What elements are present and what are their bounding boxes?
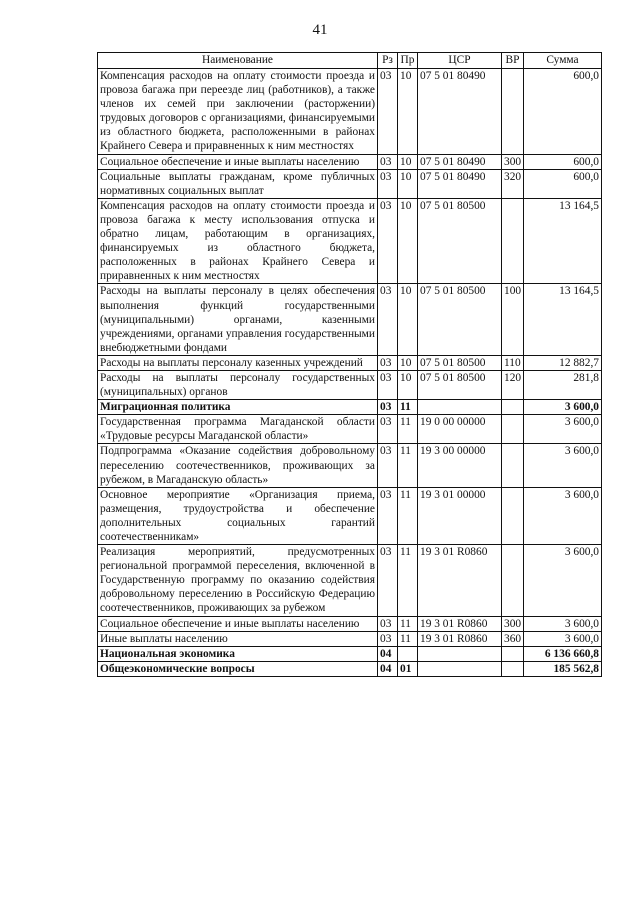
- cell-csr: 07 5 01 80500: [418, 370, 502, 399]
- cell-rz: 03: [378, 169, 398, 198]
- table-row: [98, 646, 602, 661]
- cell-name: Компенсация расходов на оплату стоимости проезда и провоза багажа при переезде лиц (работников), а также членов их семей при заключении (расторжении) трудовых договоров с организациями, финансируемыми из областного бюджета, расположенными в районах Крайнего Севера и приравненных к ним местностях: [98, 69, 378, 155]
- cell-vr: [502, 400, 524, 415]
- cell-name: Социальное обеспечение и иные выплаты населению: [98, 616, 378, 631]
- cell-vr: 320: [502, 169, 524, 198]
- cell-csr: 07 5 01 80490: [418, 154, 502, 169]
- cell-pr: 11: [398, 415, 418, 444]
- cell-csr: [418, 646, 502, 661]
- cell-sum: 13 164,5: [524, 198, 602, 284]
- header-pr: Пр: [398, 53, 418, 69]
- cell-csr: [418, 400, 502, 415]
- cell-vr: [502, 661, 524, 676]
- table-row: [98, 545, 602, 616]
- cell-name: Государственная программа Магаданской области «Трудовые ресурсы Магаданской области»: [98, 415, 378, 444]
- cell-name: Основное мероприятие «Организация приема, размещения, трудоустройства и обеспечение дополнительных социальных гарантий соотечественникам»: [98, 487, 378, 544]
- cell-pr: 11: [398, 631, 418, 646]
- cell-name: Компенсация расходов на оплату стоимости проезда и провоза багажа к месту использования отпуска и обратно лицам, работающим в организациях, финансируемых из областного бюджета, расположенных в районах Крайнего Севера и приравненных к ним местностях: [98, 198, 378, 284]
- cell-rz: 03: [378, 444, 398, 487]
- cell-name: Расходы на выплаты персоналу казенных учреждений: [98, 355, 378, 370]
- cell-rz: 03: [378, 154, 398, 169]
- table-row: [98, 400, 602, 415]
- cell-pr: 10: [398, 370, 418, 399]
- cell-csr: 07 5 01 80500: [418, 198, 502, 284]
- cell-name: Социальное обеспечение и иные выплаты населению: [98, 154, 378, 169]
- cell-sum: 3 600,0: [524, 415, 602, 444]
- cell-csr: 07 5 01 80490: [418, 169, 502, 198]
- cell-csr: 19 3 01 R0860: [418, 616, 502, 631]
- page-number: 41: [312, 22, 328, 38]
- header-name: Наименование: [98, 53, 378, 69]
- cell-rz: 03: [378, 400, 398, 415]
- cell-sum: 3 600,0: [524, 400, 602, 415]
- cell-sum: 3 600,0: [524, 487, 602, 544]
- table-row: [98, 198, 602, 284]
- cell-vr: [502, 444, 524, 487]
- cell-name: Реализация мероприятий, предусмотренных региональной программой переселения, включенной в Государственную программу по оказанию содействия добровольному переселению в Российскую Федерацию соотечественников, проживающих за рубежом: [98, 545, 378, 616]
- cell-rz: 03: [378, 487, 398, 544]
- cell-pr: 10: [398, 154, 418, 169]
- table-row: [98, 631, 602, 646]
- cell-csr: 19 0 00 00000: [418, 415, 502, 444]
- cell-vr: [502, 545, 524, 616]
- table-row: [98, 169, 602, 198]
- cell-rz: 03: [378, 616, 398, 631]
- cell-rz: 03: [378, 69, 398, 155]
- cell-vr: 300: [502, 154, 524, 169]
- header-vr: ВР: [502, 53, 524, 69]
- cell-name: Подпрограмма «Оказание содействия добровольному переселению соотечественников, проживающих за рубежом, в Магаданскую область»: [98, 444, 378, 487]
- cell-vr: [502, 198, 524, 284]
- cell-sum: 12 882,7: [524, 355, 602, 370]
- cell-pr: 11: [398, 545, 418, 616]
- cell-vr: 360: [502, 631, 524, 646]
- cell-name: Иные выплаты населению: [98, 631, 378, 646]
- cell-sum: 281,8: [524, 370, 602, 399]
- cell-rz: 03: [378, 355, 398, 370]
- cell-pr: 11: [398, 400, 418, 415]
- table-body: [98, 69, 602, 677]
- cell-name: Национальная экономика: [98, 646, 378, 661]
- cell-csr: [418, 661, 502, 676]
- cell-sum: 600,0: [524, 169, 602, 198]
- cell-rz: 03: [378, 284, 398, 355]
- table-row: [98, 154, 602, 169]
- cell-pr: 10: [398, 198, 418, 284]
- cell-rz: 04: [378, 646, 398, 661]
- cell-sum: 6 136 660,8: [524, 646, 602, 661]
- table-row: [98, 355, 602, 370]
- cell-rz: 03: [378, 631, 398, 646]
- table-row: [98, 661, 602, 676]
- cell-pr: 11: [398, 444, 418, 487]
- cell-csr: 19 3 01 R0860: [418, 631, 502, 646]
- cell-sum: 3 600,0: [524, 631, 602, 646]
- cell-sum: 185 562,8: [524, 661, 602, 676]
- table-row: [98, 616, 602, 631]
- cell-rz: 04: [378, 661, 398, 676]
- cell-pr: [398, 646, 418, 661]
- cell-sum: 600,0: [524, 69, 602, 155]
- header-csr: ЦСР: [418, 53, 502, 69]
- cell-pr: 10: [398, 169, 418, 198]
- table-row: [98, 370, 602, 399]
- cell-vr: [502, 487, 524, 544]
- cell-name: Общеэкономические вопросы: [98, 661, 378, 676]
- table-row: [98, 444, 602, 487]
- cell-name: Расходы на выплаты персоналу в целях обеспечения выполнения функций государственными (муниципальными) органами, казенными учреждениями, органами управления государственными внебюджетными фондами: [98, 284, 378, 355]
- cell-vr: [502, 69, 524, 155]
- cell-pr: 01: [398, 661, 418, 676]
- cell-pr: 10: [398, 284, 418, 355]
- header-sum: Сумма: [524, 53, 602, 69]
- cell-vr: 100: [502, 284, 524, 355]
- cell-rz: 03: [378, 370, 398, 399]
- cell-sum: 3 600,0: [524, 545, 602, 616]
- cell-sum: 13 164,5: [524, 284, 602, 355]
- cell-name: Социальные выплаты гражданам, кроме публичных нормативных социальных выплат: [98, 169, 378, 198]
- cell-csr: 07 5 01 80500: [418, 284, 502, 355]
- cell-pr: 10: [398, 69, 418, 155]
- cell-pr: 11: [398, 616, 418, 631]
- cell-rz: 03: [378, 415, 398, 444]
- cell-rz: 03: [378, 545, 398, 616]
- cell-vr: 300: [502, 616, 524, 631]
- cell-name: Расходы на выплаты персоналу государственных (муниципальных) органов: [98, 370, 378, 399]
- cell-sum: 600,0: [524, 154, 602, 169]
- cell-rz: 03: [378, 198, 398, 284]
- cell-sum: 3 600,0: [524, 616, 602, 631]
- table-row: [98, 284, 602, 355]
- table-header-row: [98, 53, 602, 69]
- cell-csr: 07 5 01 80500: [418, 355, 502, 370]
- budget-table: [97, 52, 602, 677]
- cell-csr: 19 3 01 R0860: [418, 545, 502, 616]
- header-rz: Рз: [378, 53, 398, 69]
- cell-pr: 11: [398, 487, 418, 544]
- cell-pr: 10: [398, 355, 418, 370]
- cell-sum: 3 600,0: [524, 444, 602, 487]
- cell-name: Миграционная политика: [98, 400, 378, 415]
- cell-vr: 110: [502, 355, 524, 370]
- table-row: [98, 69, 602, 155]
- cell-vr: [502, 415, 524, 444]
- table-row: [98, 487, 602, 544]
- cell-vr: 120: [502, 370, 524, 399]
- cell-csr: 07 5 01 80490: [418, 69, 502, 155]
- table-row: [98, 415, 602, 444]
- cell-vr: [502, 646, 524, 661]
- cell-csr: 19 3 01 00000: [418, 487, 502, 544]
- cell-csr: 19 3 00 00000: [418, 444, 502, 487]
